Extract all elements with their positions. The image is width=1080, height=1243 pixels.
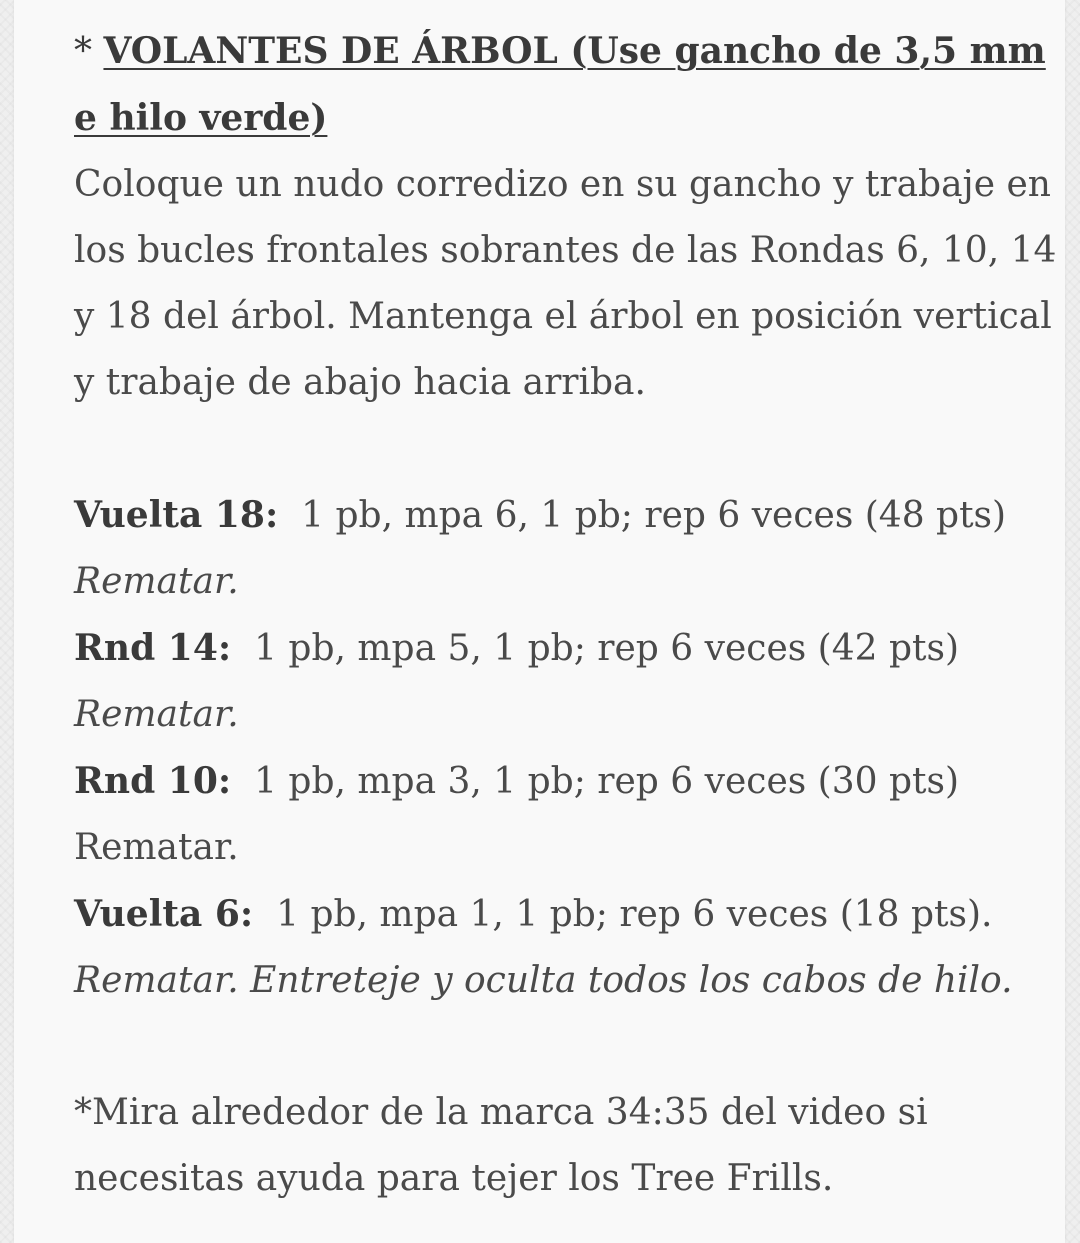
round-instructions: 1 pb, mpa 3, 1 pb; rep 6 veces (30 pts)	[254, 761, 959, 802]
spacer	[74, 416, 1064, 482]
fasten-off-note: Rematar. Entreteje y oculta todos los cabos de hilo.	[74, 960, 1013, 1001]
fasten-off-note: Rematar.	[74, 827, 239, 868]
round-label: Rnd 10:	[74, 760, 232, 802]
round-instructions: 1 pb, mpa 6, 1 pb; rep 6 veces (48 pts)	[301, 495, 1007, 536]
fasten-off-note: Rematar.	[74, 561, 239, 602]
round-vuelta-18	[74, 482, 1064, 549]
round-vuelta-6	[74, 881, 1064, 948]
round-rnd-14	[74, 615, 1064, 682]
section-heading	[74, 18, 1064, 152]
pattern-text	[74, 18, 1064, 1212]
content-panel	[14, 0, 1065, 1243]
round-label: Vuelta 18:	[74, 494, 279, 536]
heading-prefix: *	[74, 31, 104, 72]
round-instructions: 1 pb, mpa 5, 1 pb; rep 6 veces (42 pts)	[254, 628, 959, 669]
intro-paragraph: Coloque un nudo corredizo en su gancho y trabaje en los bucles frontales sobrantes de las Rondas 6, 10, 14 y 18 del árbol. Mantenga el árbol en posición vertical y trabaje de abajo hacia arriba.	[74, 164, 1057, 403]
round-label: Rnd 14:	[74, 627, 232, 669]
video-reference-note: *Mira alrededor de la marca 34:35 del video si necesitas ayuda para tejer los Tree Frills.	[74, 1092, 928, 1199]
spacer	[74, 1014, 1064, 1080]
fasten-off-note: Rematar.	[74, 694, 239, 735]
round-rnd-10	[74, 748, 1064, 815]
round-label: Vuelta 6:	[74, 893, 254, 935]
heading-title: VOLANTES DE ÁRBOL (Use gancho de 3,5 mm e hilo verde)	[74, 30, 1046, 139]
round-instructions: 1 pb, mpa 1, 1 pb; rep 6 veces (18 pts).	[276, 894, 993, 935]
